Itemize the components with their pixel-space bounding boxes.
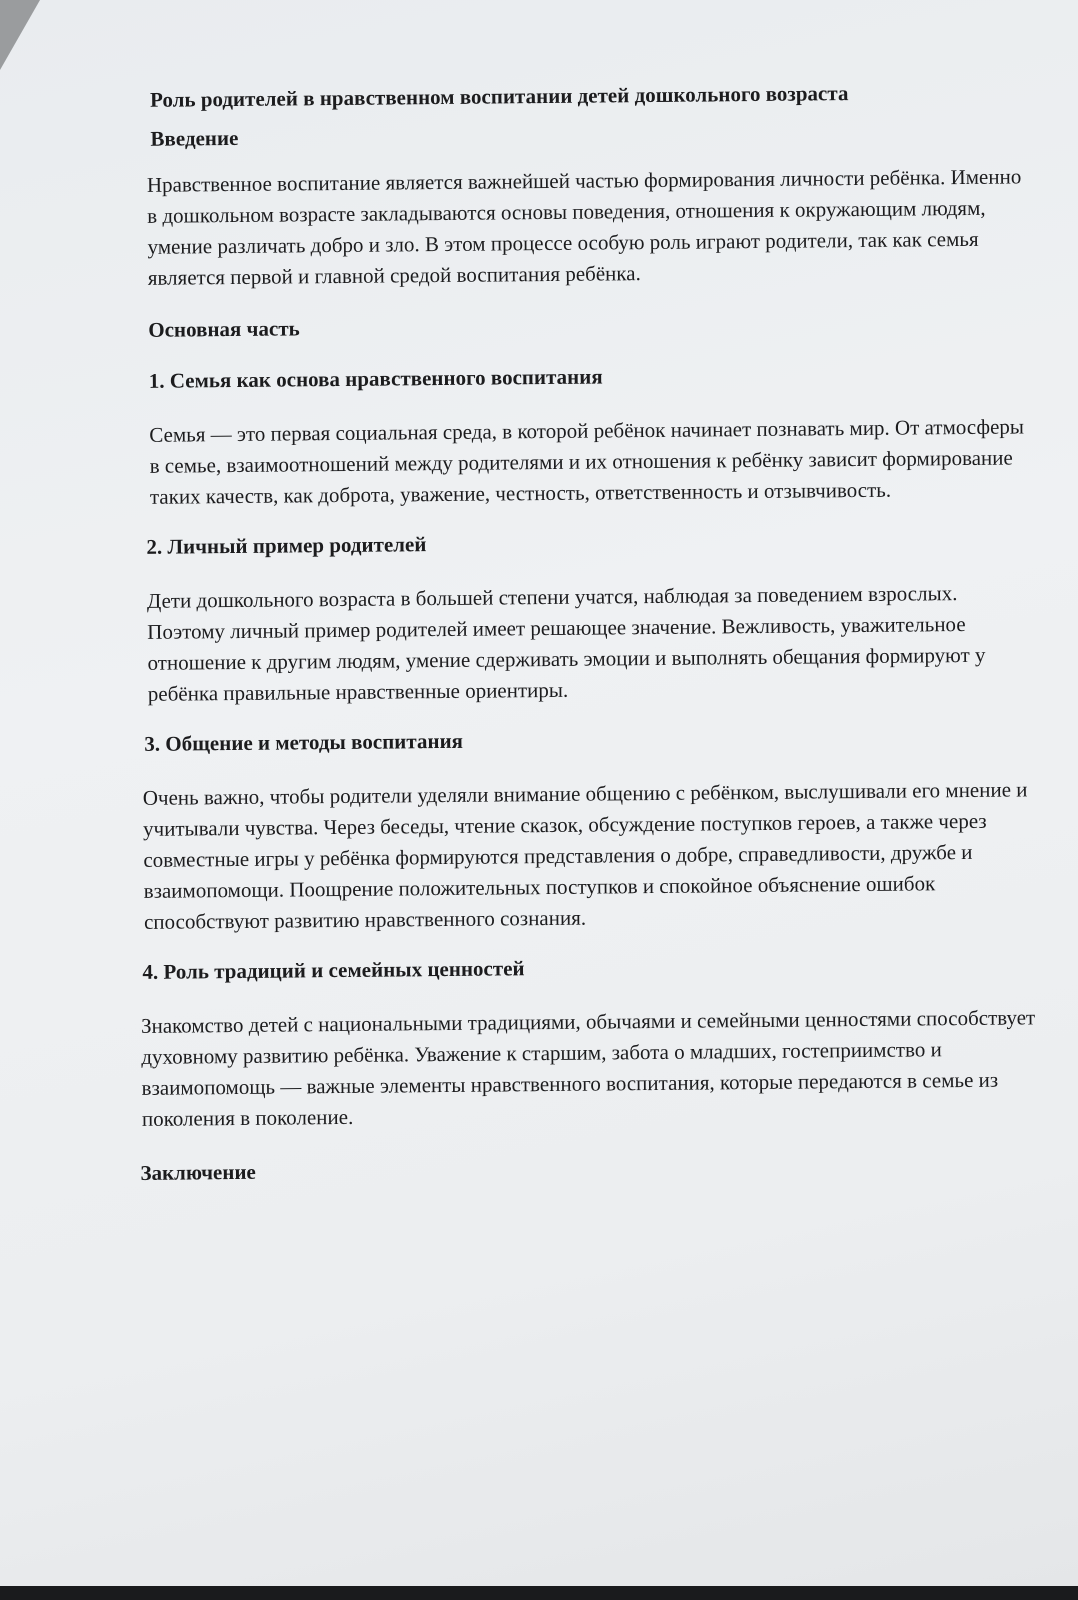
intro-heading: Введение (150, 125, 239, 151)
section-4-heading: 4. Роль традиций и семейных ценностей (142, 956, 525, 984)
section-1-heading: 1. Семья как основа нравственного воспитания (148, 364, 603, 393)
section-1-paragraph: Семья — это первая социальная среда, в которой ребёнок начинает познавать мир. От атмосферы в семье, взаимоотношений между родителями и их отношения к ребёнку зависит формирование таких качеств, как доброта, уважение, честность, ответственность и отзывчивость. (149, 414, 1025, 509)
conclusion-heading: Заключение (140, 1159, 256, 1185)
section-4-paragraph: Знакомство детей с национальными традициями, обычаями и семейными ценностями способствует духовному развитию ребёнка. Уважение к старшим, забота о младших, гостеприимство и взаимопомощь — важные элементы нравственного воспитания, которые передаются в семье из поколения в поколение. (140, 1005, 1036, 1131)
intro-paragraph: Нравственное воспитание является важнейшей частью формирования личности ребёнка. Именно в дошкольном возрасте закладываются основы поведения, отношения к окружающим людям, умение различать добро и зло. В этом процессе особую роль играют родители, так как семья является первой и главной средой воспитания ребёнка. (146, 164, 1022, 290)
document-title: Роль родителей в нравственном воспитании детей дошкольного возраста (149, 81, 849, 112)
table-edge (0, 1586, 1078, 1600)
section-3-paragraph: Очень важно, чтобы родители уделяли внимание общению с ребёнком, выслушивали его мнение и учитывали чувства. Через беседы, чтение сказок, обсуждение поступков героев, а также через совместные игры у ребёнка формируются представления о добре, справедливости, дружбе и взаимопомощи. Поощрение положительных поступков и спокойное объяснение ошибок способствуют развитию нравственного сознания. (142, 777, 1028, 934)
section-3-heading: 3. Общение и методы воспитания (144, 728, 464, 756)
section-2-heading: 2. Личный пример родителей (146, 532, 427, 559)
document-body (130, 79, 1040, 1186)
section-2-paragraph: Дети дошкольного возраста в большей степени учатся, наблюдая за поведением взрослых. Поэтому личный пример родителей имеет решающее значение. Вежливость, уважительное отношение к другим людям, умение сдерживать эмоции и выполнять обещания формируют у ребёнка правильные нравственные ориентиры. (146, 581, 986, 706)
main-part-heading: Основная часть (148, 316, 300, 342)
folded-corner (0, 0, 40, 70)
